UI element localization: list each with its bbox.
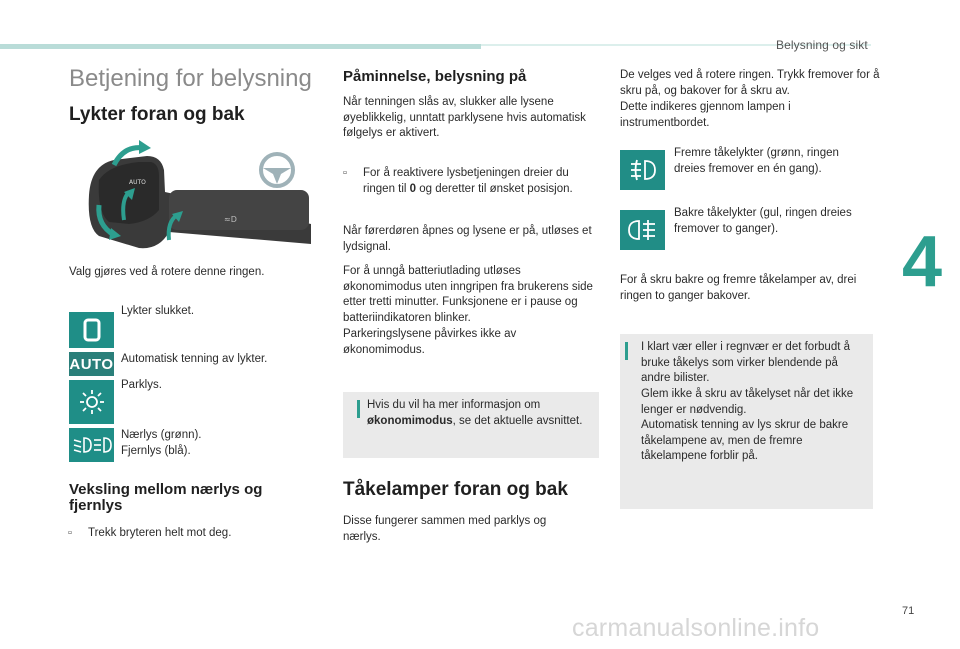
section-title-switch: Veksling mellom nærlys og fjernlys: [69, 481, 263, 514]
info-bold: økonomimodus: [367, 414, 453, 427]
reminder-bullet-bold: 0: [409, 182, 417, 195]
running-head: Belysning og sikt: [776, 38, 868, 52]
auto-icon: [69, 352, 114, 376]
light-switch-illustration: [69, 140, 321, 260]
section-title-reminder: Påminnelse, belysning på: [343, 68, 527, 85]
steering-wheel-icon: [261, 154, 293, 186]
reminder-p2: Når førerdøren åpnes og lysene er på, utløses et lydsignal.: [343, 225, 592, 253]
mode-off-text: Lykter slukket.: [121, 305, 195, 317]
info-fog-l2: Glem ikke å skru av tåkelyset når det ikke lenger er nødvendig.: [641, 388, 854, 416]
svg-text:≈D: ≈D: [224, 215, 237, 224]
watermark: carmanualsonline.info: [572, 614, 820, 642]
info-marker: [357, 400, 360, 418]
fog-p1: Disse fungerer sammen med parklys og nærlys.: [343, 515, 547, 543]
section-title-lights: Lykter foran og bak: [69, 104, 245, 125]
mode-auto-text: Automatisk tenning av lykter.: [121, 353, 268, 365]
info-fog-l3: Automatisk tenning av lys skrur de bakre tåkelampene av, men de fremre tåkelampene forblir på.: [641, 419, 849, 462]
page-title: Betjening for belysning: [69, 65, 312, 92]
info-box-economy: [343, 392, 599, 458]
mode-parking-text: Parklys.: [121, 379, 162, 391]
svg-text:AUTO: AUTO: [129, 179, 146, 186]
header-accent-bar: [0, 44, 481, 49]
page-number: 71: [902, 605, 915, 617]
info-pre: Hvis du vil ha mer informasjon om: [367, 399, 541, 411]
mode-beam-text-1: Nærlys (grønn).: [121, 429, 202, 441]
reminder-p4: Parkeringslysene påvirkes ikke av økonomimodus.: [343, 328, 517, 356]
col3-p3: For å skru bakre og fremre tåkelamper av, drei ringen to ganger bakover.: [620, 274, 857, 302]
reminder-p1: Når tenningen slås av, slukker alle lysene øyeblikkelig, unntatt parklysene hvis automatisk følgelys er aktivert.: [343, 96, 586, 139]
rear-fog-icon: [620, 210, 665, 250]
reminder-p3: For å unngå batteriutlading utløses økonomimodus uten inngripen fra brukerens side etter tretti minutter. Funksjonene er i pause og batteriindikatoren blinker.: [343, 265, 593, 324]
info-fog-l1: I klart vær eller i regnvær er det forbudt å bruke tåkelys som virker blendende på andre bilister.: [641, 341, 850, 384]
switch-bullet: ▫ Trekk bryteren helt mot deg.: [88, 526, 231, 542]
parking-lights-icon: [69, 380, 114, 424]
front-fog-text: Fremre tåkelykter (grønn, ringen dreies fremover en én gang).: [674, 147, 839, 175]
reminder-bullet-pre: For å reaktivere lysbetjeningen dreier du ringen til: [363, 167, 569, 195]
rear-fog-text: Bakre tåkelykter (gul, ringen dreies fremover to ganger).: [674, 207, 852, 235]
ring-intro: Valg gjøres ved å rotere denne ringen.: [69, 266, 265, 278]
info-box-fog: [620, 334, 873, 509]
auto-icon-label: AUTO: [69, 355, 114, 373]
mode-beam-text-2: Fjernlys (blå).: [121, 445, 191, 457]
info-economy-text: [367, 398, 595, 429]
section-title-fog: Tåkelamper foran og bak: [343, 479, 568, 500]
col3-p2: Dette indikeres gjennom lampen i instrumentbordet.: [620, 101, 791, 129]
stalk-image: [69, 140, 321, 260]
reminder-bullet: [363, 166, 591, 197]
chapter-number: 4: [902, 222, 943, 302]
info-marker-fog: [625, 342, 628, 360]
low-high-beam-icon: [69, 428, 114, 462]
info-post: , se det aktuelle avsnittet.: [452, 414, 583, 427]
reminder-bullet-post: og deretter til ønsket posisjon.: [416, 182, 573, 195]
zero-icon: [69, 312, 114, 348]
front-fog-icon: [620, 150, 665, 190]
col3-p1: De velges ved å rotere ringen. Trykk fremover for å skru på, og bakover for å skru av.: [620, 69, 880, 97]
